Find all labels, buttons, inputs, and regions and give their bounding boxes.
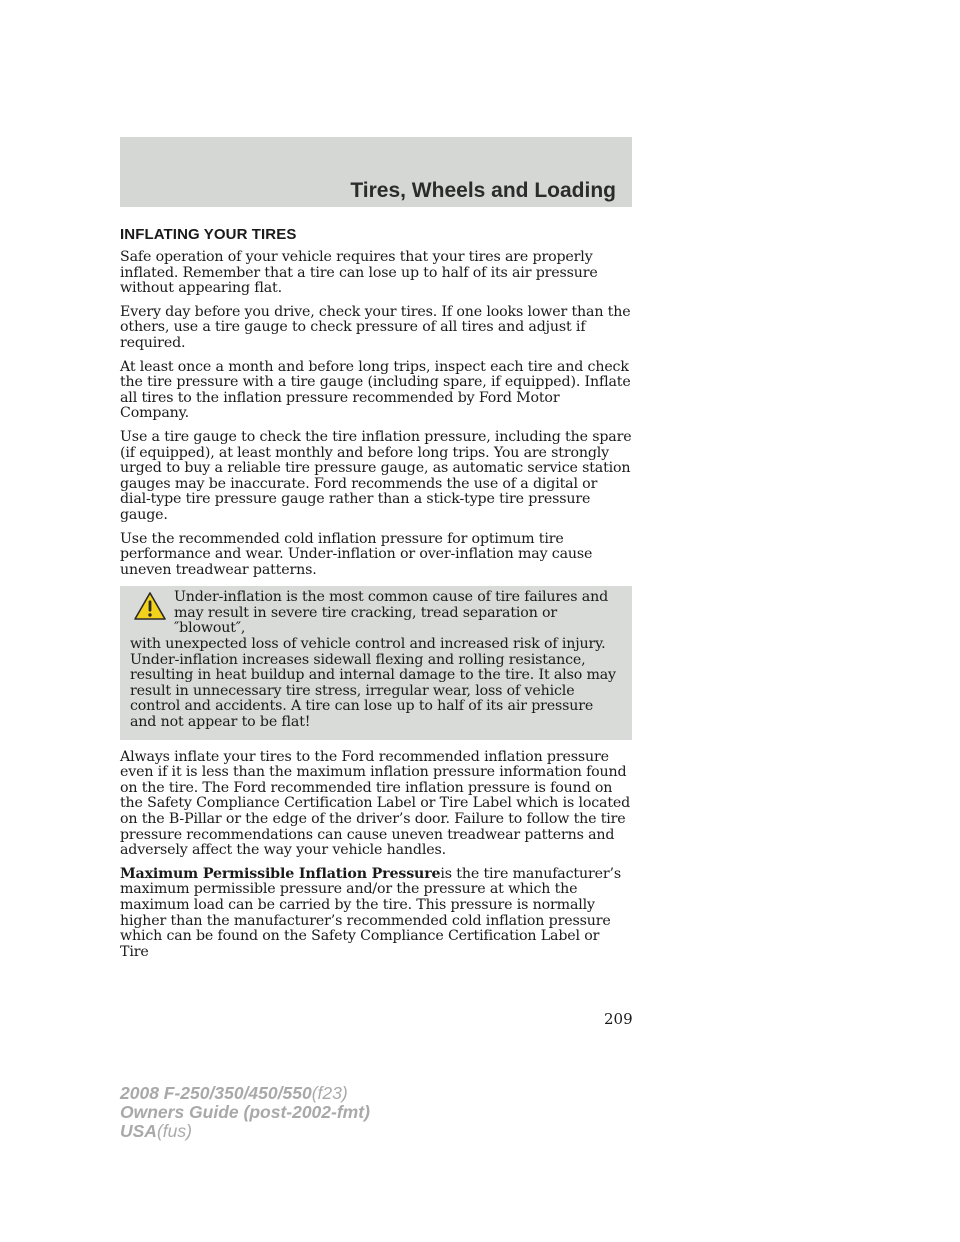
page-content [120,226,632,968]
footer-code: (f23) [311,1083,348,1103]
footer-line [120,1084,370,1103]
definition-term: Maximum Permissible Inflation Pressure [120,865,441,882]
warning-box [120,586,632,739]
paragraph: At least once a month and before long trips, inspect each tire and check the tire pressure with a tire gauge (including spare, if equipped). Inflate all tires to the inflation pressure recommended by Ford Motor Company. [120,358,631,422]
paragraph: Use the recommended cold inflation pressure for optimum tire performance and wear. Under-inflation or over-inflation may cause uneven treadwear patterns. [120,530,593,578]
paragraph: Every day before you drive, check your tires. If one looks lower than the others, use a tire gauge to check pressure of all tires and adjust if required. [120,303,631,351]
footer-guide: Owners Guide (post-2002-fmt) [120,1102,370,1122]
paragraph: Safe operation of your vehicle requires that your tires are properly inflated. Remember that a tire can lose up to half of its air pressure without appearing flat. [120,249,598,297]
footer-line [120,1122,370,1141]
paragraph: Use a tire gauge to check the tire inflation pressure, including the spare (if equipped), at least monthly and before long trips. You are strongly urged to buy a reliable tire pressure gauge, as automatic service station gauges may be inaccurate. Ford recommends the use of a digital or dial-type tire pressure gauge rather than a stick-type tire pressure gauge. [120,428,632,523]
warning-triangle-icon [134,592,166,620]
footer-code: (fus) [156,1121,192,1141]
chapter-header [120,137,632,207]
footer-line [120,1103,370,1122]
section-heading: INFLATING YOUR TIRES [120,226,297,243]
paragraph: Always inflate your tires to the Ford recommended inflation pressure even if it is less than the maximum inflation pressure information found on the tire. The Ford recommended tire inflation pressure is found on the Safety Compliance Certification Label or Tire Label which is located on the B-Pillar or the edge of the driver’s door. Failure to follow the tire pressure recommendations can cause uneven treadwear patterns and adversely affect the way your vehicle handles. [120,748,631,859]
warning-line: Under-inflation is the most common cause of tire failures and [174,589,609,606]
footer-market: USA [120,1121,157,1141]
definition-text: is the tire manufacturer’s maximum permissible pressure and/or the pressure at which the maximum load can be carried by the tire. This pressure is normally higher than the manufacturer’s recommended cold inflation pressure which can be found on the Safety Compliance Certification Label or Tire [120,865,621,960]
warning-line: may result in severe tire cracking, tread separation or ″blowout″, [174,604,558,637]
page-number: 209 [604,1010,633,1028]
warning-text: with unexpected loss of vehicle control and increased risk of injury. Under-inflation increases sidewall flexing and rolling resistance, resulting in heat buildup and internal damage to the tire. It also may result in unnecessary tire stress, irregular wear, loss of vehicle control and accidents. A tire can lose up to half of its air pressure and not appear to be flat! [130,636,616,731]
chapter-title: Tires, Wheels and Loading [350,179,616,202]
document-footer [120,1084,370,1141]
footer-model: 2008 F-250/350/450/550 [120,1083,312,1103]
definition-paragraph [120,867,632,961]
